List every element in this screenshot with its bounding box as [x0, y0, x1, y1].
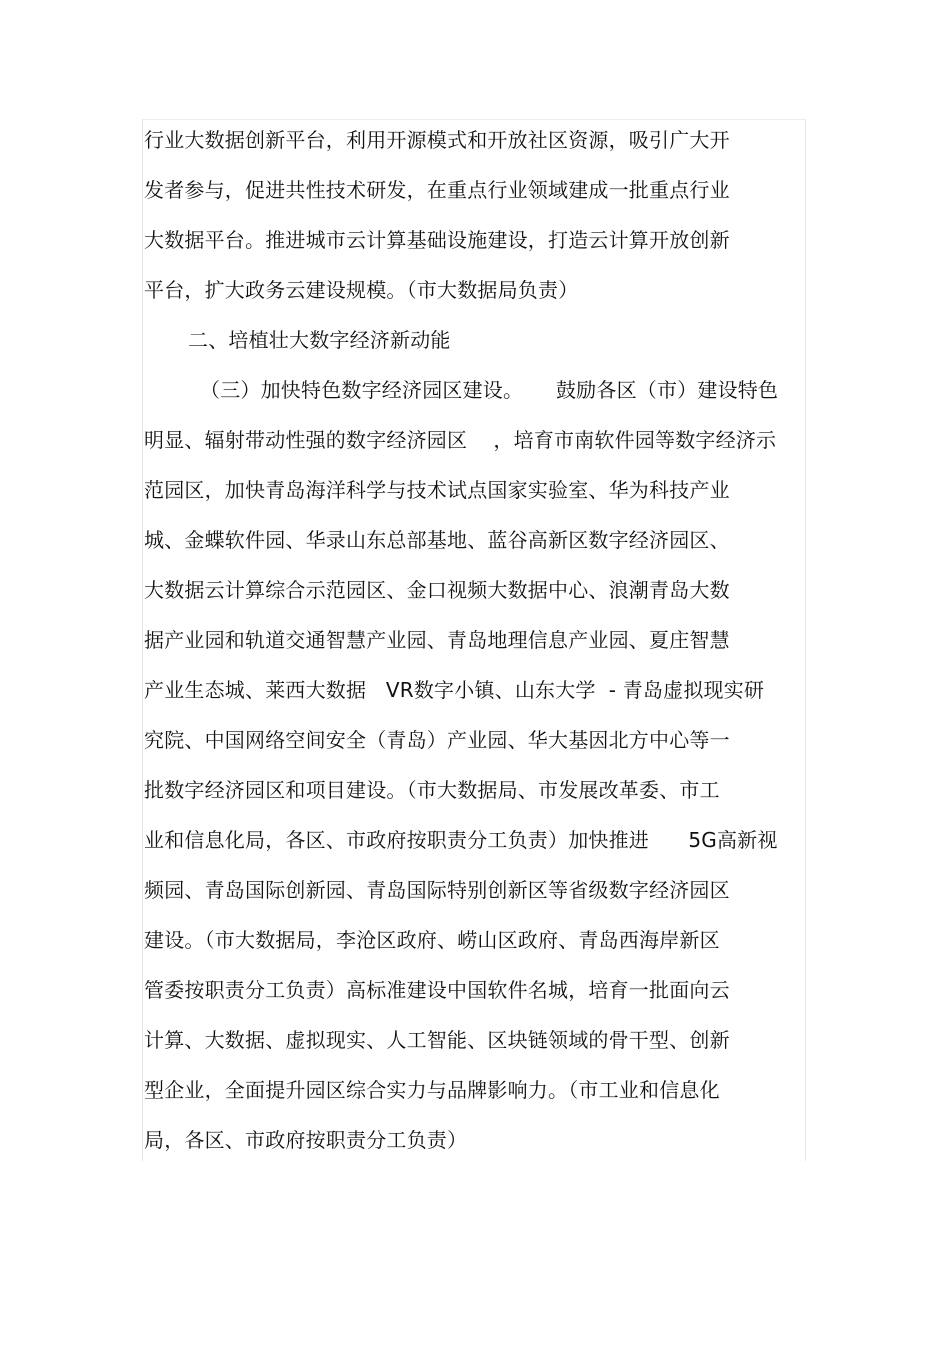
document-body — [144, 122, 804, 1172]
text-line: 批数字经济园区和项目建设。（市大数据局、市发展改革委、市工 — [144, 778, 720, 802]
text-line: 大数据平台。推进城市云计算基础设施建设，打造云计算开放创新 — [144, 228, 730, 252]
text-line: 建设。（市大数据局，李沧区政府、崂山区政府、青岛西海岸新区 — [144, 928, 720, 952]
text-line: 大数据云计算综合示范园区、金口视频大数据中心、浪潮青岛大数 — [144, 578, 730, 602]
text-line: 计算、大数据、虚拟现实、人工智能、区块链领域的骨干型、创新 — [144, 1028, 730, 1052]
text-line: 业和信息化局，各区、市政府按职责分工负责）加快推进 5G高新视 — [144, 828, 778, 852]
text-line: 据产业园和轨道交通智慧产业园、青岛地理信息产业园、夏庄智慧 — [144, 628, 730, 652]
section-heading: 二、培植壮大数字经济新动能 — [188, 328, 451, 352]
subsection-heading-line: （三）加快特色数字经济园区建设。 鼓励各区（市）建设特色 — [200, 378, 779, 402]
text-line: 产业生态城、莱西大数据 VR数字小镇、山东大学 - 青岛虚拟现实研 — [144, 678, 765, 702]
text-line: 明显、辐射带动性强的数字经济园区 ，培育市南软件园等数字经济示 — [144, 428, 777, 452]
text-line: 究院、中国网络空间安全（青岛）产业园、华大基因北方中心等一 — [144, 728, 730, 752]
text-line: 局，各区、市政府按职责分工负责） — [144, 1128, 468, 1152]
text-line: 范园区，加快青岛海洋科学与技术试点国家实验室、华为科技产业 — [144, 478, 730, 502]
text-line: 发者参与，促进共性技术研发，在重点行业领域建成一批重点行业 — [144, 178, 730, 202]
text-line: 型企业，全面提升园区综合实力与品牌影响力。（市工业和信息化 — [144, 1078, 720, 1102]
text-line: 管委按职责分工负责）高标准建设中国软件名城，培育一批面向云 — [144, 978, 730, 1002]
text-line: 城、金蝶软件园、华录山东总部基地、蓝谷高新区数字经济园区、 — [144, 528, 730, 552]
text-line: 频园、青岛国际创新园、青岛国际特别创新区等省级数字经济园区 — [144, 878, 730, 902]
text-line: 平台，扩大政务云建设规模。（市大数据局负责） — [144, 278, 579, 302]
text-line: 行业大数据创新平台，利用开源模式和开放社区资源，吸引广大开 — [144, 128, 730, 152]
